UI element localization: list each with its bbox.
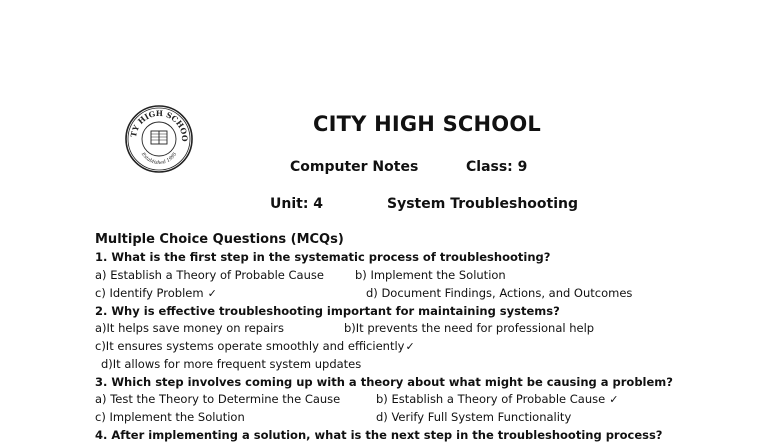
- check-mark-icon: ✓: [609, 393, 619, 406]
- subject-title: Computer Notes: [290, 159, 419, 175]
- logo-ring-text: TY HIGH SCHOO: [129, 108, 190, 142]
- check-mark-icon: ✓: [207, 287, 217, 300]
- q2-option-c: [95, 339, 415, 353]
- q1-option-c: [95, 286, 217, 300]
- school-seal-icon: [124, 104, 194, 174]
- logo-est-text: Established 1995: [139, 152, 179, 167]
- q1-option-a: a) Establish a Theory of Probable Cause: [95, 268, 324, 282]
- school-logo: [124, 104, 194, 174]
- unit-label: Unit: 4: [270, 196, 324, 212]
- question-1: 1. What is the first step in the systematic process of troubleshooting?: [95, 250, 551, 264]
- q3-option-b: [376, 392, 618, 406]
- q2-option-d: d)It allows for more frequent system updates: [101, 357, 362, 371]
- q3-option-a: a) Test the Theory to Determine the Cause: [95, 392, 341, 406]
- school-name: CITY HIGH SCHOOL: [313, 112, 541, 136]
- option-text: c)It ensures systems operate smoothly and efficiently: [95, 339, 405, 353]
- section-title: Multiple Choice Questions (MCQs): [95, 232, 344, 247]
- q2-option-b: b)It prevents the need for professional help: [344, 321, 595, 335]
- q3-option-d: d) Verify Full System Functionality: [376, 410, 572, 424]
- unit-title: System Troubleshooting: [387, 196, 579, 212]
- q1-option-d: d) Document Findings, Actions, and Outcomes: [366, 286, 633, 300]
- question-3: 3. Which step involves coming up with a theory about what might be causing a problem?: [95, 375, 673, 389]
- q1-option-b: b) Implement the Solution: [355, 268, 506, 282]
- q2-option-a: a)It helps save money on repairs: [95, 321, 285, 335]
- option-text: c) Identify Problem: [95, 286, 204, 300]
- q3-option-c: c) Implement the Solution: [95, 410, 245, 424]
- option-text: b) Establish a Theory of Probable Cause: [376, 392, 606, 406]
- question-4: 4. After implementing a solution, what is the next step in the troubleshooting process?: [95, 428, 663, 442]
- class-label: Class: 9: [466, 159, 528, 175]
- question-2: 2. Why is effective troubleshooting important for maintaining systems?: [95, 304, 560, 318]
- check-mark-icon: ✓: [405, 340, 415, 353]
